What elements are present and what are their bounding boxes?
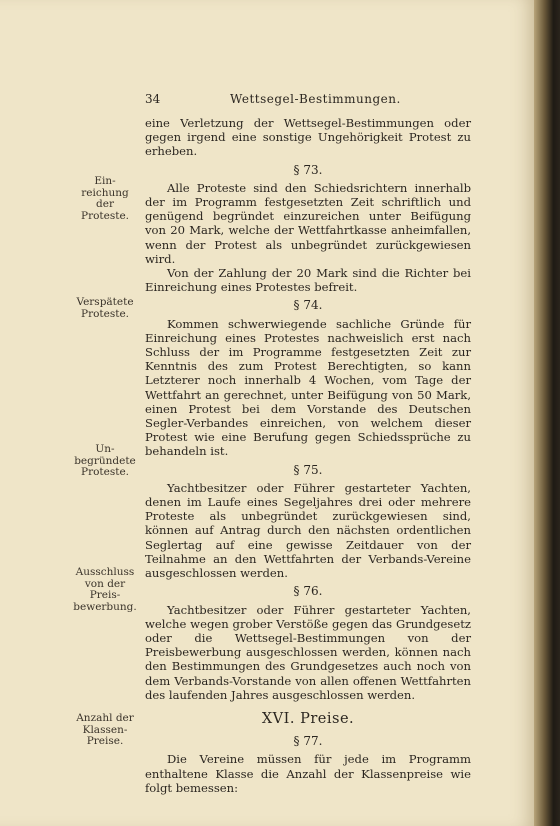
section-75-heading: § 75. [293,462,323,477]
section-73-paragraph-1: Alle Proteste sind den Schiedsrichtern innerhalb der im Programm festgesetzten Zeit schriftlich und genügend begründet einzureichen unter Beifügung von 20 Mark, welche der Wettfahrtkasse anheimfallen, wenn der Protest als unbegründet zurückgewiesen wird. [145,180,471,266]
section-74-heading: § 74. [293,298,323,313]
margin-note-klassenpreise: Anzahl der Klassen- Preise. [76,712,134,747]
page-body [145,116,471,795]
section-74-paragraph: Kommen schwerwiegende sachliche Gründe für Einreichung eines Protestes nachweislich erst nach Schluss der im Programme festgesetzten Zeit zur Kenntnis des zum Protest Berechtigten, so kann Letzterer noch innerhalb 4 Wochen, vom Tage der Wettfahrt an gerechnet, unter Beifügung von 50 Mark, einen Protest bei dem Vorstande des Deutschen Segler-Verbandes einreichen, von welchem dieser Protest wie eine Berufung gegen Schiedssprüche zu behandeln ist. [145,316,471,459]
section-73-paragraph-2: Von der Zahlung der 20 Mark sind die Richter bei Einreichung eines Protestes befreit. [145,266,471,295]
section-75-paragraph: Yachtbesitzer oder Führer gestarteter Yachten, denen im Laufe eines Segeljahres drei oder mehrere Proteste als unbegründet zurückgewiesen sind, können auf Antrag durch den nächsten ordentlichen Seglertag auf eine gewisse Zeitdauer von der Teilnahme an den Wettfahrten der Verbands-Vereine ausgeschlossen werden. [145,480,471,581]
section-76-heading: § 76. [293,584,323,599]
margin-note-verspaetete: Verspätete Proteste. [76,296,134,320]
section-76-paragraph: Yachtbesitzer oder Führer gestarteter Yachten, welche wegen grober Verstöße gegen das Grundgesetz oder die Wettsegel-Bestimmungen von der Preisbewerbung ausgeschlossen werden, können nach den Bestimmungen des Grundgesetzes auch noch von dem Verbands-Vorstande von allen offenen Wettfahrten des laufenden Jahres ausgeschlossen werden. [145,602,471,702]
running-title: Wettsegel-Bestimmungen. [230,92,401,106]
page-number: 34 [145,92,161,106]
section-73-heading: § 73. [293,162,323,177]
margin-note-ausschluss: Ausschluss von der Preis- bewerbung. [73,566,137,613]
section-77-heading: § 77. [293,734,323,749]
intro-paragraph: eine Verletzung der Wettsegel-Bestimmungen oder gegen irgend eine sonstige Ungehörigkeit Protest zu erheben. [145,116,471,159]
margin-note-unbegruendete: Un- begründete Proteste. [74,443,136,478]
chapter-heading: XVI. Preise. [261,710,355,727]
margin-note-einreichung: Ein- reichung der Proteste. [81,175,129,222]
book-spine [534,0,560,826]
section-77-paragraph: Die Vereine müssen für jede im Programm enthaltene Klasse die Anzahl der Klassenpreise wie folgt bemessen: [145,752,471,795]
